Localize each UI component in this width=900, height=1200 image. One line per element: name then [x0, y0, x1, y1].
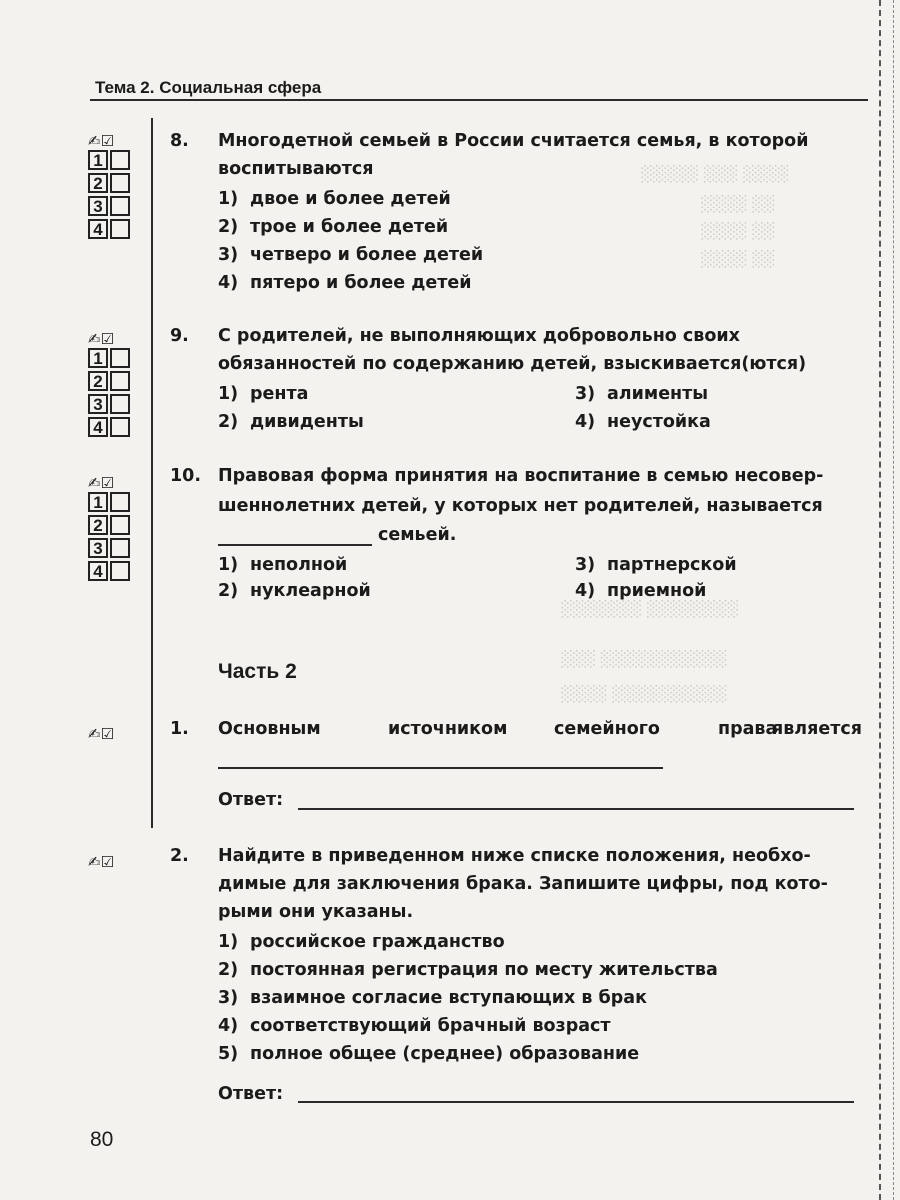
choice-number: 1 [88, 150, 108, 170]
margin-rule [151, 118, 153, 828]
answer-marker-p2-q1 [88, 725, 114, 743]
header-rule [90, 99, 868, 101]
answer-line[interactable] [298, 1101, 854, 1103]
option-1[interactable]: 1) двое и более детей [218, 189, 451, 209]
option-1[interactable]: 1) неполной [218, 555, 348, 575]
answer-checkbox-1[interactable] [110, 150, 130, 170]
answer-line[interactable] [298, 808, 854, 810]
question-number: 2. [170, 846, 189, 866]
pencil-check-icon: ✍☑ [88, 330, 115, 348]
option-3[interactable]: 3) алименты [575, 384, 709, 404]
answer-checkbox-3[interactable] [110, 538, 130, 558]
part-2-title: Часть 2 [218, 660, 297, 683]
answer-checkbox-2[interactable] [110, 515, 130, 535]
choice-number: 3 [88, 196, 108, 216]
question-word: Основным [218, 719, 321, 739]
question-text-tail: семьей. [378, 525, 457, 545]
option-2[interactable]: 2) нуклеарной [218, 581, 371, 601]
page-header: Тема 2. Социальная сфера [95, 78, 322, 97]
answer-grid-q10 [88, 474, 132, 584]
option-4[interactable]: 4) приемной [575, 581, 707, 601]
answer-checkbox-1[interactable] [110, 348, 130, 368]
page-number: 80 [90, 1128, 114, 1151]
answer-checkbox-1[interactable] [110, 492, 130, 512]
choice-number: 3 [88, 538, 108, 558]
answer-checkbox-3[interactable] [110, 394, 130, 414]
answer-grid-q9 [88, 330, 132, 440]
option-5[interactable]: 5) полное общее (среднее) образование [218, 1044, 640, 1064]
answer-label: Ответ: [218, 1084, 284, 1104]
option-1[interactable]: 1) российское гражданство [218, 932, 505, 952]
workbook-page: ░░░░ ░░░ ░░░░░ ░░ ░░░░ ░░ ░░░░ ░░ ░░░░ ░░░░░░░░ ░░░░░░░ ░░░░░░░░░░░ ░░░ ░░░░░░░░░░ ░░░░ Тема 2. Социальная сфера ✍☑ 1 2 3 4 ✍☑ 1 2 3 4 ✍☑ 1 2 3 4 8. Многодетной семьей в России считается семья, в которой воспитываются 1) двое и более детей 2) трое и более детей 3) четверо и более детей 4) пятеро и более детей 9. С родителей, не выполняющих добровольно своих обязанностей по содержанию детей, взыскивается(ются) 1) рента 2) дивиденты 3) алименты 4) неустойка 10. Правовая форма принятия на воспитание в семью несовер- шеннолетних детей, у которых нет родителей, называется семьей. 1) неполной 2) нуклеарной 3) партнерской 4) приемной Часть 2 ✍☑ 1. Основным источником семейного права является Ответ: ✍☑ 2. Найдите в приведенном ниже списке положения, необхо- димые для заключения брака. Запишите цифры, под кото- рыми они указаны. 1) российское гражданство 2) постоянная регистрация по месту жительства 3) взаимное согласие вступающих в брак 4) соответствующий брачный возраст 5) полное общее (среднее) образование Ответ: 80 [0, 0, 900, 1200]
option-1[interactable]: 1) рента [218, 384, 309, 404]
option-4[interactable]: 4) пятеро и более детей [218, 273, 472, 293]
fill-blank[interactable] [218, 544, 372, 546]
question-text-line2: димые для заключения брака. Запишите цифры, под кото- [218, 874, 828, 894]
choice-number: 4 [88, 561, 108, 581]
pencil-check-icon: ✍☑ [88, 474, 115, 492]
question-number: 1. [170, 719, 189, 739]
option-3[interactable]: 3) взаимное согласие вступающих в брак [218, 988, 647, 1008]
choice-number: 1 [88, 492, 108, 512]
answer-checkbox-2[interactable] [110, 173, 130, 193]
choice-number: 2 [88, 371, 108, 391]
question-text-line1: Правовая форма принятия на воспитание в семью несовер- [218, 466, 824, 486]
question-text-line3: рыми они указаны. [218, 902, 414, 922]
answer-checkbox-4[interactable] [110, 219, 130, 239]
choice-number: 4 [88, 219, 108, 239]
question-word: является [772, 719, 862, 739]
question-word: источником [388, 719, 508, 739]
cut-line [879, 0, 881, 1200]
choice-number: 3 [88, 394, 108, 414]
answer-checkbox-4[interactable] [110, 561, 130, 581]
option-2[interactable]: 2) постоянная регистрация по месту жительства [218, 960, 718, 980]
answer-grid-q8 [88, 132, 132, 242]
question-text-line1: Найдите в приведенном ниже списке положения, необхо- [218, 846, 811, 866]
option-2[interactable]: 2) дивиденты [218, 412, 364, 432]
question-number: 10. [170, 466, 202, 486]
question-text: Многодетной семьей в России считается семья, в которой воспитываются [218, 131, 809, 179]
choice-number: 4 [88, 417, 108, 437]
answer-checkbox-3[interactable] [110, 196, 130, 216]
question-number: 9. [170, 326, 189, 346]
pencil-check-icon: ✍☑ [88, 725, 115, 743]
answer-checkbox-2[interactable] [110, 371, 130, 391]
option-2[interactable]: 2) трое и более детей [218, 217, 449, 237]
pencil-check-icon: ✍☑ [88, 132, 115, 150]
option-3[interactable]: 3) партнерской [575, 555, 737, 575]
question-text-line2: шеннолетних детей, у которых нет родителей, называется [218, 496, 823, 516]
option-4[interactable]: 4) соответствующий брачный возраст [218, 1016, 611, 1036]
question-word: семейного [554, 719, 660, 739]
question-word: права [718, 719, 778, 739]
pencil-check-icon: ✍☑ [88, 853, 115, 871]
option-3[interactable]: 3) четверо и более детей [218, 245, 484, 265]
cut-line-secondary [893, 0, 894, 1200]
question-text: С родителей, не выполняющих добровольно своих обязанностей по содержанию детей, взыскивается(ются) [218, 326, 807, 374]
option-4[interactable]: 4) неустойка [575, 412, 711, 432]
fill-blank[interactable] [218, 767, 663, 769]
answer-label: Ответ: [218, 790, 284, 810]
choice-number: 2 [88, 173, 108, 193]
question-number: 8. [170, 131, 189, 151]
choice-number: 1 [88, 348, 108, 368]
choice-number: 2 [88, 515, 108, 535]
answer-marker-p2-q2 [88, 853, 114, 871]
answer-checkbox-4[interactable] [110, 417, 130, 437]
